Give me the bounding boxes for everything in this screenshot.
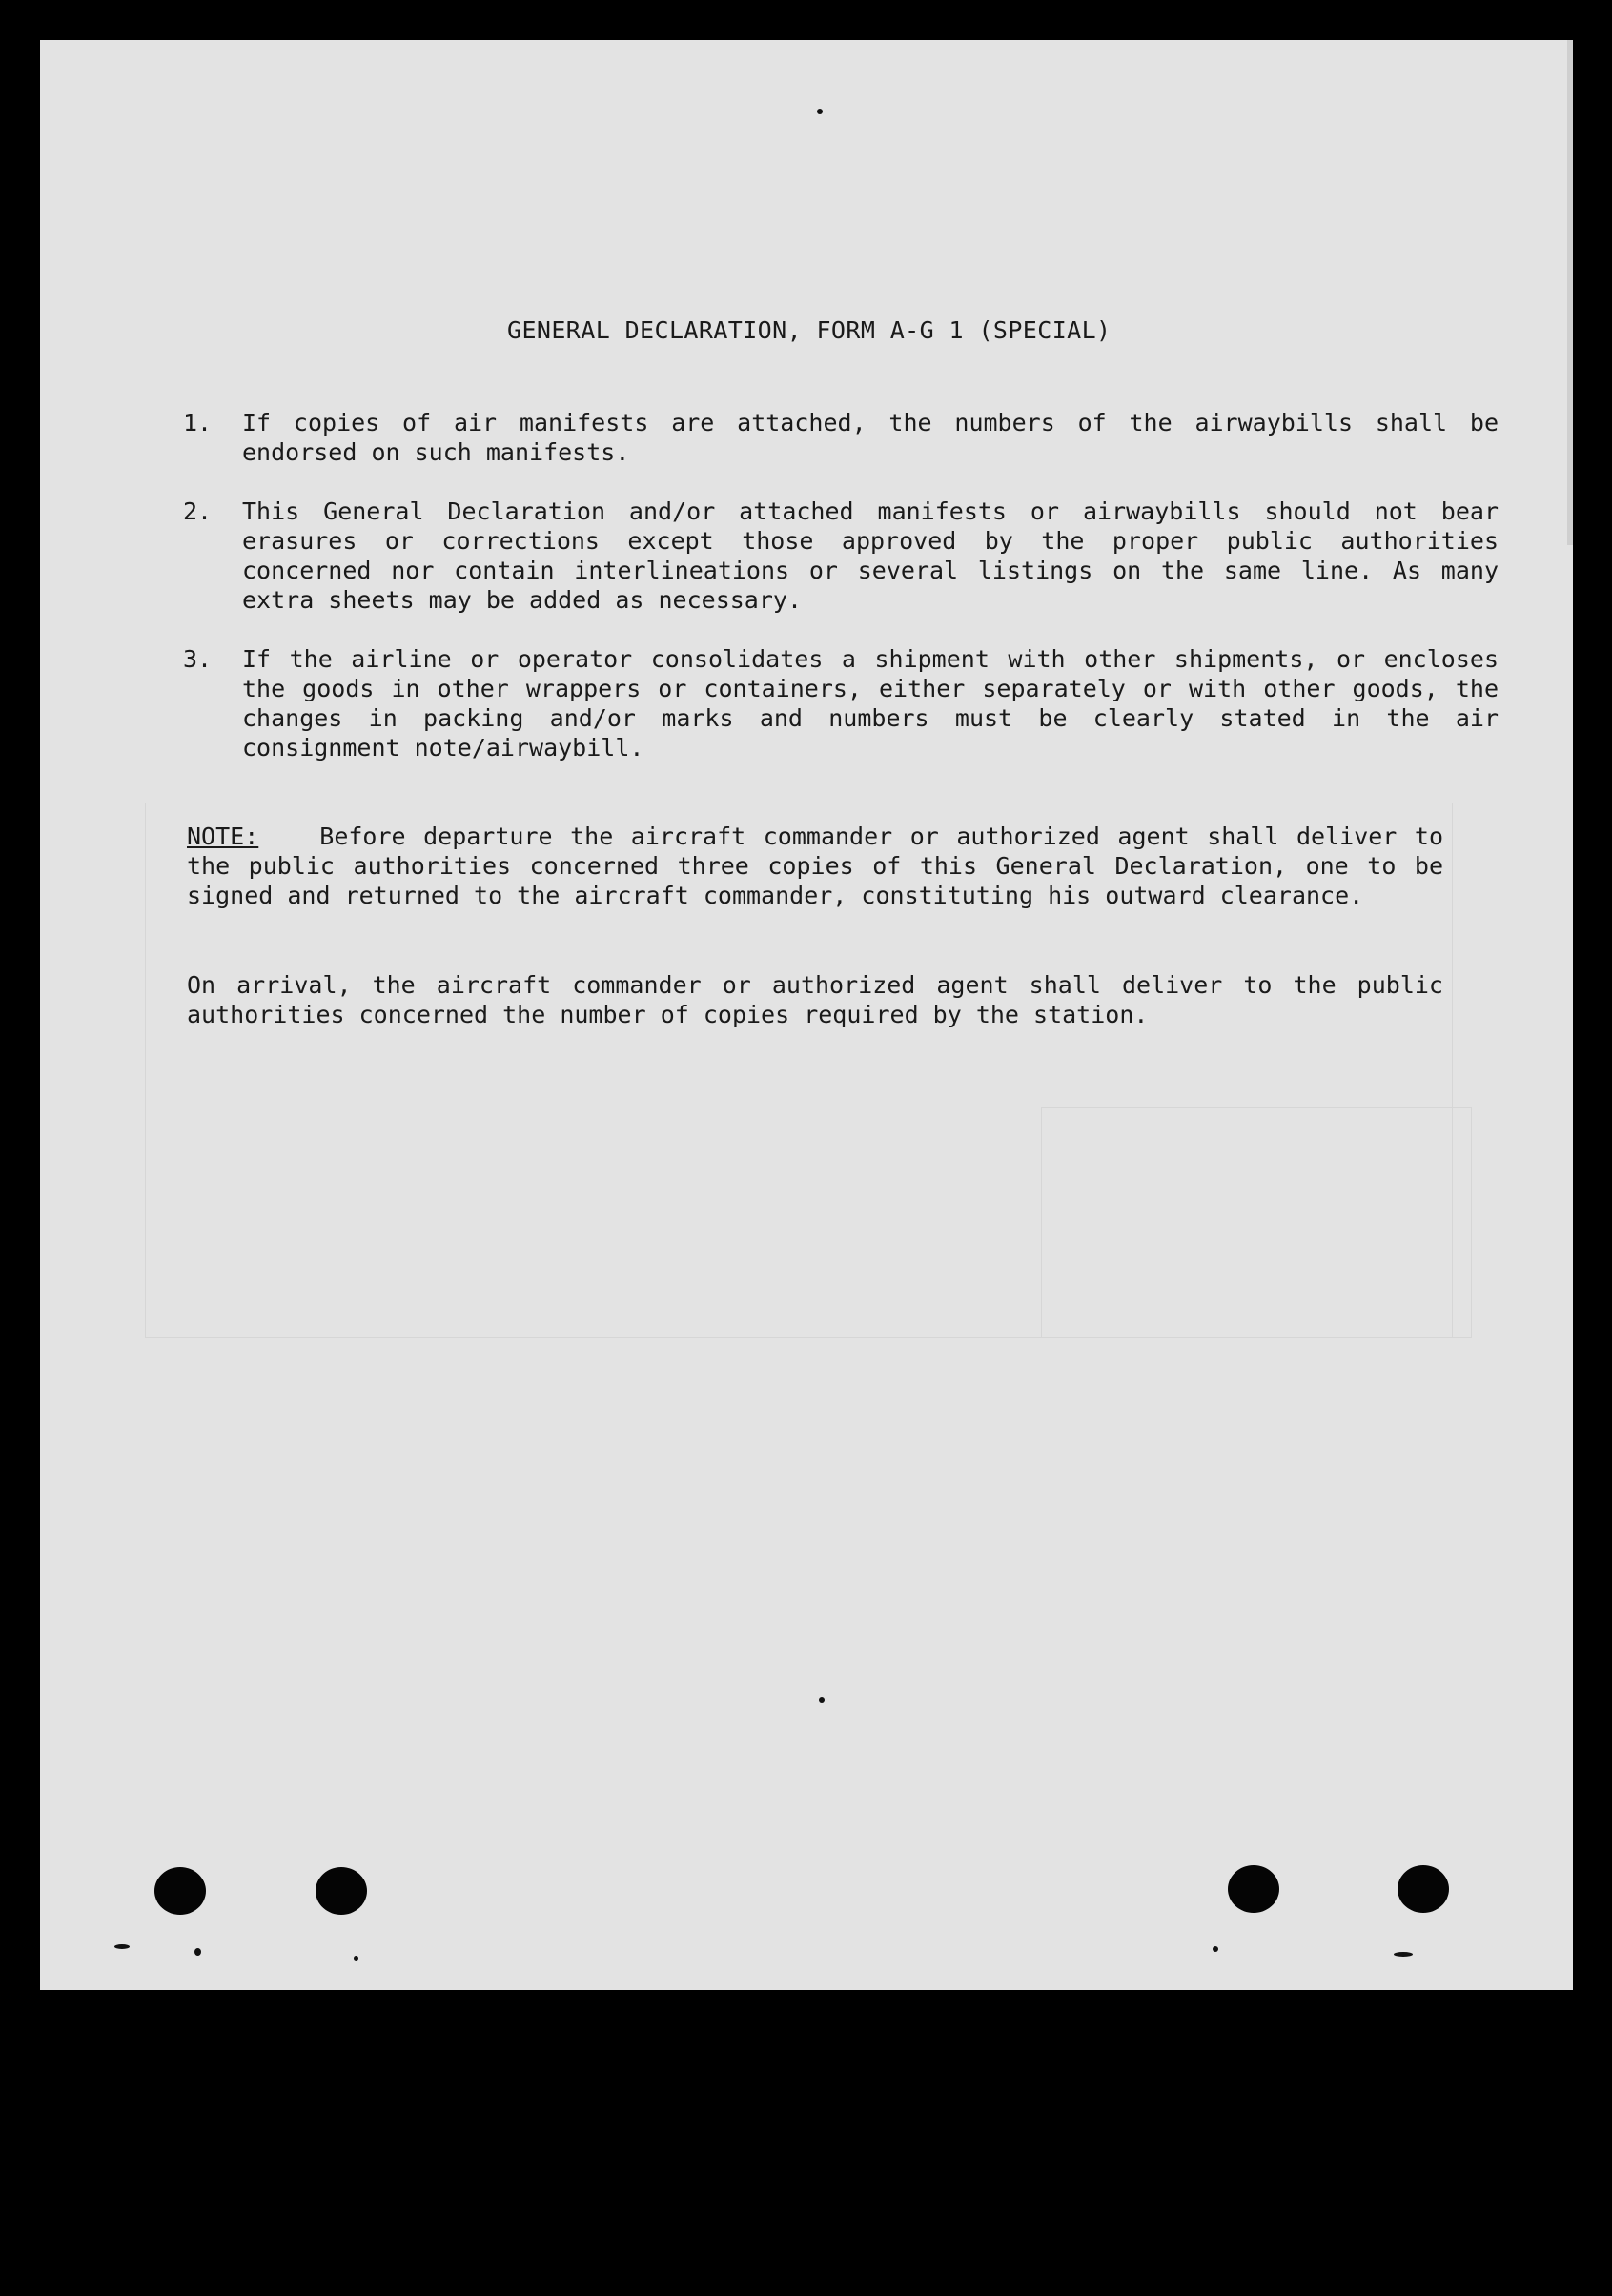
punch-hole [1228, 1865, 1279, 1913]
page-fold-shadow [1567, 40, 1573, 545]
paper-speck [194, 1948, 201, 1956]
list-item [183, 497, 1499, 615]
item-number: 2. [183, 498, 213, 525]
list-item [183, 408, 1499, 467]
item-text: If copies of air manifests are attached, the numbers of the airwaybills shall be endorsed on such manifests. [242, 409, 1499, 466]
punch-hole [154, 1867, 206, 1915]
document-page [40, 40, 1573, 1990]
punch-hole [316, 1867, 367, 1915]
paper-speck [114, 1944, 130, 1949]
show-through-box-inner [1041, 1107, 1472, 1338]
item-text: If the airline or operator consolidates a shipment with other shipments, or encloses the goods in other wrappers or containers, either separately or with other goods, the changes in packing and/or marks and numbers must be clearly stated in the air consignment note/airwaybill. [242, 645, 1499, 762]
paper-speck [1394, 1952, 1413, 1957]
paper-speck [817, 109, 823, 114]
arrival-paragraph: On arrival, the aircraft commander or authorized agent shall deliver to the public authorities concerned the number of copies required by the station. [187, 971, 1443, 1028]
paper-speck [354, 1956, 358, 1961]
note-paragraph [187, 822, 1443, 910]
paper-speck [819, 1697, 825, 1703]
document-title: GENERAL DECLARATION, FORM A-G 1 (SPECIAL) [507, 316, 1112, 344]
item-number: 1. [183, 409, 213, 437]
paper-speck [1213, 1946, 1218, 1952]
note-label: NOTE: [187, 823, 259, 850]
note-text: Before departure the aircraft commander or authorized agent shall deliver to the public authorities concerned three copies of this General Declaration, one to be signed and returned to the aircraft commander, constituting his outward clearance. [187, 823, 1443, 909]
item-number: 3. [183, 645, 213, 673]
list-item [183, 644, 1499, 762]
item-text: This General Declaration and/or attached manifests or airwaybills should not bear erasures or corrections except those approved by the proper public authorities concerned nor contain interlineations or several listings on the same line. As many extra sheets may be added as necessary. [242, 498, 1499, 614]
punch-hole [1398, 1865, 1449, 1913]
